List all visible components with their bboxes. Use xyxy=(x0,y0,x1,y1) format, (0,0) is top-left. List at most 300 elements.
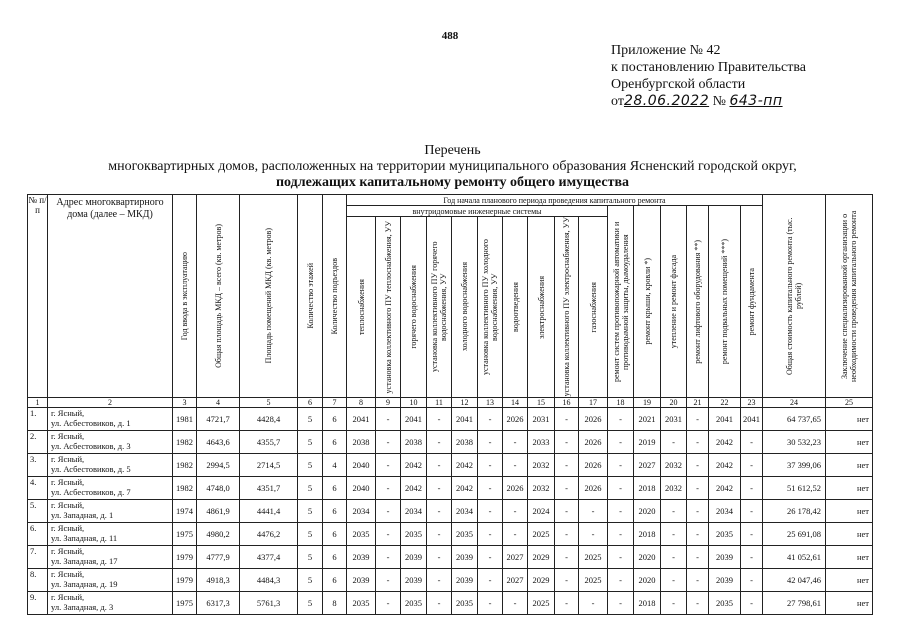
row-cell: 2026 xyxy=(579,477,608,500)
address-street: ул. Асбестовиков, д. 5 xyxy=(51,464,131,474)
row-cell: 4748,0 xyxy=(197,477,240,500)
row-cell: 5 xyxy=(298,500,323,523)
row-number: 1. xyxy=(28,408,48,431)
appendix-number-sign: № xyxy=(712,94,726,109)
address-city: г. Ясный, xyxy=(51,523,85,533)
row-cell: - xyxy=(478,546,503,569)
row-cell: 6 xyxy=(323,431,347,454)
column-number-cell: 23 xyxy=(741,398,763,408)
column-number-cell: 18 xyxy=(608,398,634,408)
row-cell: 5 xyxy=(298,477,323,500)
row-cell: 2020 xyxy=(634,546,661,569)
header-pu-hot xyxy=(427,217,452,398)
row-cell: 1975 xyxy=(173,523,197,546)
header-pu-hot-text: установка коллективного ПУ горячего водоснабжения, УУ xyxy=(430,241,448,373)
row-cell: 6 xyxy=(323,408,347,431)
header-hot-water xyxy=(401,217,427,398)
header-total-area-text: Общая площадь МКД – всего (кв. метров) xyxy=(213,224,223,368)
row-cell: 2042 xyxy=(401,477,427,500)
row-cell: 1982 xyxy=(173,477,197,500)
row-cell: - xyxy=(427,569,452,592)
address-street: ул. Асбестовиков, д. 7 xyxy=(51,487,131,497)
row-cell: - xyxy=(608,454,634,477)
row-cell: нет xyxy=(826,569,873,592)
column-number-cell: 3 xyxy=(173,398,197,408)
row-cell: 2035 xyxy=(347,523,376,546)
row-cell: - xyxy=(661,546,687,569)
row-cell: 2039 xyxy=(452,546,478,569)
row-cell: - xyxy=(376,408,401,431)
document-title xyxy=(0,143,905,191)
row-cell: - xyxy=(687,500,709,523)
row-cell: 2042 xyxy=(709,477,741,500)
row-cell: - xyxy=(503,431,528,454)
row-cell: 4643,6 xyxy=(197,431,240,454)
address-street: ул. Западная, д. 19 xyxy=(51,579,118,589)
row-cell: 51 612,52 xyxy=(763,477,826,500)
row-cell: 2029 xyxy=(528,546,555,569)
row-cell: 2021 xyxy=(634,408,661,431)
row-cell: 2035 xyxy=(709,523,741,546)
header-lift-text: ремонт лифтового оборудования **) xyxy=(693,239,702,364)
row-cell: нет xyxy=(826,500,873,523)
table-row xyxy=(28,477,873,500)
header-cold-water xyxy=(452,217,478,398)
table-row xyxy=(28,592,873,615)
row-cell: 5 xyxy=(298,523,323,546)
row-cell: - xyxy=(687,454,709,477)
row-address xyxy=(48,431,173,454)
row-cell: - xyxy=(661,523,687,546)
row-address xyxy=(48,569,173,592)
row-cell: - xyxy=(687,477,709,500)
row-cell: 2994,5 xyxy=(197,454,240,477)
row-cell: - xyxy=(376,569,401,592)
row-cell: - xyxy=(555,477,579,500)
row-cell: 2042 xyxy=(401,454,427,477)
header-no: № п/п xyxy=(28,195,48,398)
row-cell: 5 xyxy=(298,431,323,454)
row-cell: - xyxy=(376,431,401,454)
header-premises-area xyxy=(240,195,298,398)
row-cell: 4476,2 xyxy=(240,523,298,546)
row-cell: 37 399,06 xyxy=(763,454,826,477)
header-floors-text: Количество этажей xyxy=(305,263,315,329)
table-row xyxy=(28,500,873,523)
row-cell: 2041 xyxy=(452,408,478,431)
column-number-cell: 20 xyxy=(661,398,687,408)
column-number-cell: 13 xyxy=(478,398,503,408)
address-city: г. Ясный, xyxy=(51,477,85,487)
row-cell: - xyxy=(376,477,401,500)
row-cell: 4377,4 xyxy=(240,546,298,569)
column-number-cell: 2 xyxy=(48,398,173,408)
row-cell: - xyxy=(478,523,503,546)
row-cell: 1982 xyxy=(173,431,197,454)
header-facade xyxy=(661,206,687,398)
row-cell: - xyxy=(555,546,579,569)
row-cell: 5 xyxy=(298,592,323,615)
row-cell: - xyxy=(687,569,709,592)
row-cell: - xyxy=(741,431,763,454)
row-cell: - xyxy=(661,569,687,592)
row-cell: 2019 xyxy=(634,431,661,454)
row-cell: 4441,4 xyxy=(240,500,298,523)
header-heat-text: теплоснабжения xyxy=(356,279,366,335)
row-cell: 2034 xyxy=(452,500,478,523)
column-number-cell: 19 xyxy=(634,398,661,408)
row-cell: 5761,3 xyxy=(240,592,298,615)
row-cell: - xyxy=(376,500,401,523)
column-number-cell: 9 xyxy=(376,398,401,408)
row-cell: - xyxy=(376,592,401,615)
row-cell: 2020 xyxy=(634,569,661,592)
row-cell: 2026 xyxy=(503,477,528,500)
column-number-cell: 10 xyxy=(401,398,427,408)
row-cell: 2026 xyxy=(503,408,528,431)
row-number: 9. xyxy=(28,592,48,615)
address-city: г. Ясный, xyxy=(51,592,85,602)
row-cell: нет xyxy=(826,592,873,615)
column-number-cell: 7 xyxy=(323,398,347,408)
header-cost-text: Общая стоимость капитального ремонта (тыс. рублей) xyxy=(785,217,803,375)
row-cell: 2035 xyxy=(709,592,741,615)
header-gas-text: газоснабжения xyxy=(588,281,598,333)
appendix-line-4 xyxy=(611,93,806,110)
row-cell: 2029 xyxy=(528,569,555,592)
row-cell: - xyxy=(687,592,709,615)
row-cell: 2031 xyxy=(661,408,687,431)
row-cell: - xyxy=(579,592,608,615)
row-number: 7. xyxy=(28,546,48,569)
header-fire xyxy=(608,206,634,398)
table-row xyxy=(28,569,873,592)
header-year xyxy=(173,195,197,398)
row-cell: 5 xyxy=(298,454,323,477)
column-number-row xyxy=(28,398,873,408)
row-cell: 4355,7 xyxy=(240,431,298,454)
title-line-2: многоквартирных домов, расположенных на территории муниципального образования Ясненский городской округ, xyxy=(108,159,797,174)
column-number-cell: 1 xyxy=(28,398,48,408)
row-cell: нет xyxy=(826,431,873,454)
table-row xyxy=(28,546,873,569)
row-number: 2. xyxy=(28,431,48,454)
row-cell: - xyxy=(661,592,687,615)
row-cell: - xyxy=(376,546,401,569)
address-street: ул. Асбестовиков, д. 1 xyxy=(51,418,131,428)
row-cell: 2039 xyxy=(401,569,427,592)
row-address xyxy=(48,592,173,615)
row-cell: - xyxy=(687,546,709,569)
row-cell: 2034 xyxy=(709,500,741,523)
header-fire-text: ремонт систем противопожарной автоматики и противодымной защиты, дымоудаления xyxy=(611,221,630,382)
row-cell: 2024 xyxy=(528,500,555,523)
row-number: 6. xyxy=(28,523,48,546)
address-city: г. Ясный, xyxy=(51,500,85,510)
column-number-cell: 22 xyxy=(709,398,741,408)
row-address xyxy=(48,523,173,546)
row-cell: - xyxy=(503,523,528,546)
header-gas xyxy=(579,217,608,398)
row-cell: 2027 xyxy=(634,454,661,477)
row-cell: - xyxy=(687,408,709,431)
row-cell: 5 xyxy=(298,569,323,592)
appendix-line-3: Оренбургской области xyxy=(611,77,746,92)
row-cell: - xyxy=(608,500,634,523)
row-address xyxy=(48,408,173,431)
row-cell: - xyxy=(741,592,763,615)
row-cell: 2018 xyxy=(634,592,661,615)
row-cell: - xyxy=(608,408,634,431)
row-cell: 42 047,46 xyxy=(763,569,826,592)
row-cell: 25 691,08 xyxy=(763,523,826,546)
row-cell: 27 798,61 xyxy=(763,592,826,615)
row-cell: 6 xyxy=(323,523,347,546)
row-address xyxy=(48,500,173,523)
header-cost xyxy=(763,195,826,398)
row-cell: 2040 xyxy=(347,454,376,477)
row-cell: - xyxy=(427,408,452,431)
header-sewer xyxy=(503,217,528,398)
header-pu-heat xyxy=(376,217,401,398)
row-cell: - xyxy=(427,454,452,477)
row-cell: 2035 xyxy=(401,592,427,615)
header-sewer-text: водоотведения xyxy=(510,282,520,332)
appendix-date: 28.06.2022 xyxy=(623,93,710,109)
row-cell: 2032 xyxy=(661,454,687,477)
row-cell: 6 xyxy=(323,546,347,569)
row-cell: 2041 xyxy=(741,408,763,431)
row-cell: 2018 xyxy=(634,523,661,546)
row-cell: нет xyxy=(826,477,873,500)
header-hot-water-text: горячего водоснабжения xyxy=(409,265,418,349)
header-foundation-text: ремонт фундамента xyxy=(747,267,756,336)
row-cell: - xyxy=(478,477,503,500)
row-cell: 2039 xyxy=(709,546,741,569)
address-street: ул. Западная, д. 3 xyxy=(51,602,114,612)
row-cell: - xyxy=(478,454,503,477)
column-number-cell: 11 xyxy=(427,398,452,408)
title-line-1: Перечень xyxy=(424,143,481,158)
row-cell: 4861,9 xyxy=(197,500,240,523)
row-cell: 4918,3 xyxy=(197,569,240,592)
header-pu-cold xyxy=(478,217,503,398)
column-number-cell: 15 xyxy=(528,398,555,408)
row-cell: - xyxy=(555,592,579,615)
row-cell: - xyxy=(427,431,452,454)
row-cell: - xyxy=(427,546,452,569)
row-cell: 2035 xyxy=(452,592,478,615)
row-cell: 4721,7 xyxy=(197,408,240,431)
header-entrances xyxy=(323,195,347,398)
row-cell: - xyxy=(376,454,401,477)
row-cell: - xyxy=(741,546,763,569)
header-pu-electric-text: установка коллективного ПУ электроснабжения, УУ xyxy=(562,217,571,397)
row-cell: - xyxy=(687,431,709,454)
row-cell: 2035 xyxy=(347,592,376,615)
row-cell: 2032 xyxy=(528,454,555,477)
row-cell: 2042 xyxy=(709,454,741,477)
column-number-cell: 14 xyxy=(503,398,528,408)
row-cell: 26 178,42 xyxy=(763,500,826,523)
row-cell: 4428,4 xyxy=(240,408,298,431)
column-number-cell: 12 xyxy=(452,398,478,408)
row-address xyxy=(48,477,173,500)
row-cell: 2040 xyxy=(347,477,376,500)
row-cell: 2035 xyxy=(401,523,427,546)
row-cell: - xyxy=(555,500,579,523)
row-cell: 4777,9 xyxy=(197,546,240,569)
row-cell: 2032 xyxy=(528,477,555,500)
row-cell: - xyxy=(555,569,579,592)
row-cell: - xyxy=(478,500,503,523)
appendix-date-prefix: от xyxy=(611,94,624,109)
column-number-cell: 5 xyxy=(240,398,298,408)
table-row xyxy=(28,523,873,546)
row-cell: - xyxy=(503,592,528,615)
address-street: ул. Западная, д. 17 xyxy=(51,556,118,566)
row-cell: - xyxy=(555,454,579,477)
row-cell: 2025 xyxy=(579,546,608,569)
row-cell: 30 532,23 xyxy=(763,431,826,454)
row-cell: 8 xyxy=(323,592,347,615)
address-city: г. Ясный, xyxy=(51,431,85,441)
row-cell: - xyxy=(687,523,709,546)
row-cell: - xyxy=(478,569,503,592)
header-basement-text: ремонт подвальных помещений ***) xyxy=(720,238,729,365)
row-cell: - xyxy=(608,546,634,569)
row-cell: 6 xyxy=(323,477,347,500)
row-cell: 2039 xyxy=(401,546,427,569)
header-entrances-text: Количество подъездов xyxy=(330,257,339,335)
appendix-line-2: к постановлению Правительства xyxy=(611,60,807,75)
row-cell: - xyxy=(478,408,503,431)
header-roof xyxy=(634,206,661,398)
row-cell: 1982 xyxy=(173,454,197,477)
row-cell: - xyxy=(661,431,687,454)
row-cell: - xyxy=(661,500,687,523)
row-cell: 2039 xyxy=(709,569,741,592)
row-cell: 2020 xyxy=(634,500,661,523)
address-city: г. Ясный, xyxy=(51,408,85,418)
column-number-cell: 8 xyxy=(347,398,376,408)
table-row xyxy=(28,454,873,477)
row-cell: - xyxy=(503,454,528,477)
address-city: г. Ясный, xyxy=(51,546,85,556)
row-cell: 4351,7 xyxy=(240,477,298,500)
row-cell: - xyxy=(555,431,579,454)
column-number-cell: 24 xyxy=(763,398,826,408)
row-cell: 2033 xyxy=(528,431,555,454)
address-street: ул. Асбестовиков, д. 3 xyxy=(51,441,131,451)
row-address xyxy=(48,546,173,569)
row-cell: - xyxy=(608,477,634,500)
row-cell: 5 xyxy=(298,546,323,569)
row-cell: 2042 xyxy=(452,454,478,477)
header-address: Адрес многоквартирного дома (далее – МКД) xyxy=(48,195,173,398)
row-cell: - xyxy=(608,431,634,454)
row-cell: 4484,3 xyxy=(240,569,298,592)
row-cell: 2034 xyxy=(401,500,427,523)
column-number-cell: 17 xyxy=(579,398,608,408)
row-cell: - xyxy=(478,431,503,454)
row-cell: 2018 xyxy=(634,477,661,500)
row-number: 8. xyxy=(28,569,48,592)
row-cell: 1979 xyxy=(173,546,197,569)
header-floors xyxy=(298,195,323,398)
row-cell: 2042 xyxy=(452,477,478,500)
header-pu-electric xyxy=(555,217,579,398)
row-cell: - xyxy=(376,523,401,546)
header-pu-cold-text: установка коллективного ПУ холодного водоснабжения, УУ xyxy=(481,239,499,375)
page-number: 488 xyxy=(441,30,459,42)
row-number: 5. xyxy=(28,500,48,523)
row-cell: - xyxy=(741,500,763,523)
row-number: 3. xyxy=(28,454,48,477)
row-cell: 2026 xyxy=(579,431,608,454)
row-cell: 2038 xyxy=(452,431,478,454)
header-heat xyxy=(347,217,376,398)
column-number-cell: 4 xyxy=(197,398,240,408)
row-cell: 1981 xyxy=(173,408,197,431)
header-facade-text: утепление и ремонт фасада xyxy=(669,254,678,349)
row-cell: 2025 xyxy=(528,523,555,546)
row-cell: 2035 xyxy=(452,523,478,546)
address-street: ул. Западная, д. 11 xyxy=(51,533,118,543)
row-cell: - xyxy=(579,523,608,546)
header-electric-text: электроснабжения xyxy=(536,275,546,339)
appendix-number: 643-пп xyxy=(729,93,783,109)
row-cell: нет xyxy=(826,546,873,569)
row-cell: 2038 xyxy=(401,431,427,454)
row-cell: 2039 xyxy=(347,569,376,592)
row-cell: - xyxy=(579,500,608,523)
column-number-cell: 6 xyxy=(298,398,323,408)
row-cell: 2027 xyxy=(503,569,528,592)
row-cell: нет xyxy=(826,408,873,431)
row-cell: - xyxy=(741,523,763,546)
header-foundation xyxy=(741,206,763,398)
header-cold-water-text: холодного водоснабжения xyxy=(460,262,469,352)
row-number: 4. xyxy=(28,477,48,500)
row-cell: 2714,5 xyxy=(240,454,298,477)
address-city: г. Ясный, xyxy=(51,569,85,579)
row-cell: 2041 xyxy=(401,408,427,431)
row-cell: - xyxy=(741,569,763,592)
row-cell: - xyxy=(608,523,634,546)
row-address xyxy=(48,454,173,477)
header-total-area xyxy=(197,195,240,398)
header-pu-heat-text: установка коллективного ПУ теплоснабжения, УУ xyxy=(383,220,393,394)
header-conclusion xyxy=(826,195,873,398)
row-cell: - xyxy=(741,454,763,477)
row-cell: 2039 xyxy=(452,569,478,592)
row-cell: 1974 xyxy=(173,500,197,523)
header-year-text: Год ввода в эксплуатацию xyxy=(180,251,189,341)
header-group: Год начала планового периода проведения капитального ремонта xyxy=(347,195,763,206)
row-cell: 2026 xyxy=(579,454,608,477)
row-cell: - xyxy=(427,477,452,500)
table-row xyxy=(28,431,873,454)
row-cell: 2041 xyxy=(709,408,741,431)
row-cell: 2039 xyxy=(347,546,376,569)
row-cell: - xyxy=(555,523,579,546)
header-lift xyxy=(687,206,709,398)
row-cell: 2034 xyxy=(347,500,376,523)
row-cell: 2025 xyxy=(528,592,555,615)
header-roof-text: ремонт крыши, кровли *) xyxy=(642,258,652,345)
address-city: г. Ясный, xyxy=(51,454,85,464)
